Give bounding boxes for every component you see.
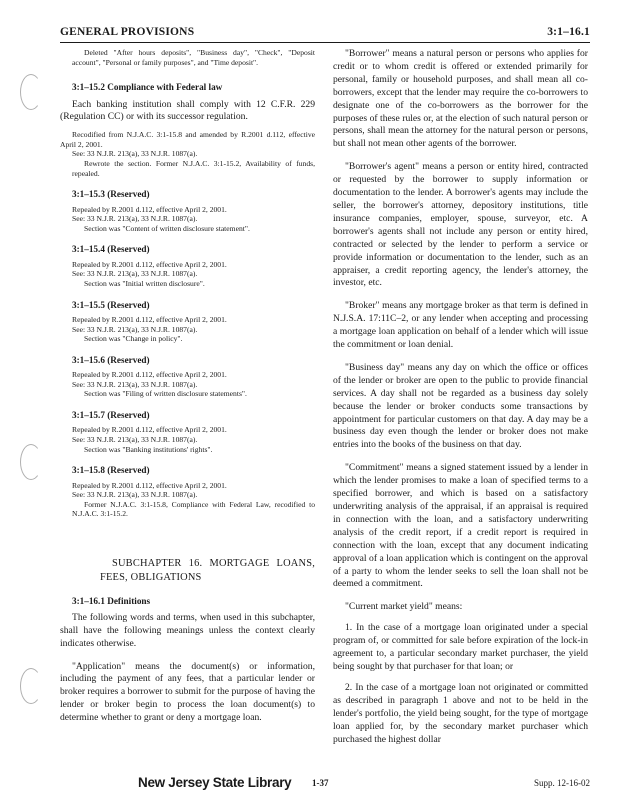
section-15-2 <box>60 81 315 178</box>
definitions-intro: The following words and terms, when used in this subchapter, shall have the following meanings unless the context clearly indicates otherwise. <box>60 612 315 649</box>
section-heading: 3:1–15.2 Compliance with Federal law <box>72 82 223 93</box>
history-note: See: 33 N.J.R. 213(a), 33 N.J.R. 1087(a). <box>72 379 198 389</box>
section-heading: 3:1–15.5 (Reserved) <box>72 299 150 310</box>
reserved-section <box>60 243 315 288</box>
history-note: Repealed by R.2001 d.112, effective April 2, 2001. <box>72 370 227 380</box>
history-note: See: 33 N.J.R. 213(a), 33 N.J.R. 1087(a). <box>72 269 198 279</box>
section-heading: 3:1–15.3 (Reserved) <box>72 189 150 200</box>
right-column <box>333 48 588 754</box>
history-note: Section was "Initial written disclosure". <box>84 278 205 288</box>
definition-broker: "Broker" means any mortgage broker as that term is defined in N.J.S.A. 17:11C–2, or any lender when accepting and processing a mortgage loan application on behalf of a lender which will issue the commitment or loan denial. <box>333 300 588 351</box>
reserved-sections <box>60 188 315 519</box>
section-body: Each banking institution shall comply with 12 C.F.R. 229 (Regulation CC) or with its successor regulation. <box>60 98 315 123</box>
section-heading: 3:1–15.7 (Reserved) <box>72 409 150 420</box>
section-heading: 3:1–15.6 (Reserved) <box>72 354 150 365</box>
binder-hole-top <box>20 74 42 110</box>
history-note: Former N.J.A.C. 3:1-15.8, Compliance with Federal Law, recodified to N.J.A.C. 3:1-15.2. <box>72 499 315 519</box>
history-note: Section was "Change in policy". <box>84 334 183 344</box>
left-column <box>60 48 315 725</box>
history-note: See: 33 N.J.R. 213(a), 33 N.J.R. 1087(a). <box>72 214 198 224</box>
header-rule <box>60 42 590 43</box>
history-note: See: 33 N.J.R. 213(a), 33 N.J.R. 1087(a). <box>72 324 198 334</box>
history-note: Section was "Banking institutions' rights". <box>84 444 213 454</box>
history-note: See: 33 N.J.R. 213(a), 33 N.J.R. 1087(a). <box>72 434 198 444</box>
reserved-section <box>60 188 315 233</box>
reserved-section <box>60 409 315 454</box>
history-note: Repealed by R.2001 d.112, effective April 2, 2001. <box>72 259 227 269</box>
section-heading: 3:1–15.4 (Reserved) <box>72 244 150 255</box>
history-note: Repealed by R.2001 d.112, effective April 2, 2001. <box>72 425 227 435</box>
subchapter-heading: SUBCHAPTER 16. MORTGAGE LOANS, FEES, OBLIGATIONS <box>100 557 315 583</box>
history-note: See: 33 N.J.R. 213(a), 33 N.J.R. 1087(a). <box>72 490 198 500</box>
definition-commitment: "Commitment" means a signed statement issued by a lender in which the lender promises to make a loan of specified terms to a specified borrower, and which is based on a satisfactory underwriting analysis of the appraisal, if an appraisal is required in connection with the loan, and a satisfactory underwriting analysis of the credit report, if a credit report is required in connection with the loan, except that any document indicating approval of a loan application which is contingent on the approval of a party to whom the lender seeks to sell the loan shall not be deemed a commitment. <box>333 462 588 590</box>
cmy-item-1: 1. In the case of a mortgage loan originated under a special program of, or committed for sale before expiration of the lock-in agreement to, a particular secondary market purchaser, the yield being sought by that purchaser for that loan; or <box>333 622 588 672</box>
history-note: See: 33 N.J.R. 213(a), 33 N.J.R. 1087(a). <box>72 149 198 159</box>
history-note: Rewrote the section. Former N.J.A.C. 3:1-15.2, Availability of funds, repealed. <box>72 158 315 178</box>
history-note: Repealed by R.2001 d.112, effective April 2, 2001. <box>72 204 227 214</box>
definition-borrower: "Borrower" means a natural person or persons who applies for credit or to whom credit is offered or extended primarily for personal, family or household purposes, and shall mean all co-borrowers, except that the lender may require the co-borrowers to designate one of the co-borrowers as the borrower for the purposes of these rules or, at the election of such natural person or persons, shall mean the attorney for the natural person or persons, but shall not mean other agents of the borrower. <box>333 48 588 150</box>
history-note: Section was "Filing of written disclosure statements". <box>84 389 247 399</box>
reserved-section <box>60 299 315 344</box>
definition-business-day: "Business day" means any day on which the office or offices of the lender or broker are open to the public to provide financial services. A day shall not be regarded as a business day solely because the lender or broker conducts some transactions by appointment for particular customers on that day. A day may be a business day even though the lender or broker does not make entries into the books of the business on that day. <box>333 361 588 451</box>
cmy-item-2: 2. In the case of a mortgage loan not originated or committed as described in paragraph 1 above and not to be held in the lender's portfolio, the yield being sought, for the type of mortgage loan applied for, by the secondary market purchaser which purchased the highest dollar <box>333 681 588 745</box>
page-number: 1-37 <box>312 778 329 788</box>
binder-hole-middle <box>20 444 42 480</box>
definition-borrowers-agent: "Borrower's agent" means a person or entity hired, contracted or requested by the borrower to supply information or documentation to the lender. A borrower's agents may include the seller, the borrower's attorney, depository institutions, title insurance companies, employer, spouse, surveyor, etc. A borrower's agents shall not include any person or entity hired, contracted or selected by the lender to perform a service or provide information or documentation to the lender, such as an appraiser, a credit reporting agency, the lender's attorney, the investor, etc. <box>333 161 588 289</box>
section-heading: 3:1–16.1 Definitions <box>72 595 151 606</box>
history-note: Repealed by R.2001 d.112, effective April 2, 2001. <box>72 314 227 324</box>
history-note: Repealed by R.2001 d.112, effective April 2, 2001. <box>72 480 227 490</box>
library-stamp: New Jersey State Library <box>138 775 292 790</box>
header-title: GENERAL PROVISIONS <box>60 26 195 38</box>
page-footer <box>60 775 590 794</box>
section-heading: 3:1–15.8 (Reserved) <box>72 465 150 476</box>
reserved-section <box>60 354 315 399</box>
history-note: Recodified from N.J.A.C. 3:1-15.8 and amended by R.2001 d.112, effective April 2, 2001. <box>60 130 315 149</box>
section-16-1 <box>60 595 315 725</box>
running-header <box>60 26 590 38</box>
history-note: Section was "Content of written disclosure statement". <box>84 223 250 233</box>
header-section-number: 3:1–16.1 <box>547 26 590 38</box>
definition-current-market-yield: "Current market yield" means: <box>345 601 463 613</box>
definition-application: "Application" means the document(s) or information, including the payment of any fees, that a particular lender or broker requires a borrower to submit for the purpose of having the lender or broker begin to process the loan document(s) to determine whether to grant or deny a mortgage loan. <box>60 660 315 723</box>
reserved-section <box>60 464 315 519</box>
supplement-date: Supp. 12-16-02 <box>534 778 590 788</box>
intro-note: Deleted "After hours deposits", "Business day", "Check", "Deposit account", "Personal or family purposes", and "Time deposit". <box>72 48 315 67</box>
binder-hole-bottom <box>20 668 42 704</box>
